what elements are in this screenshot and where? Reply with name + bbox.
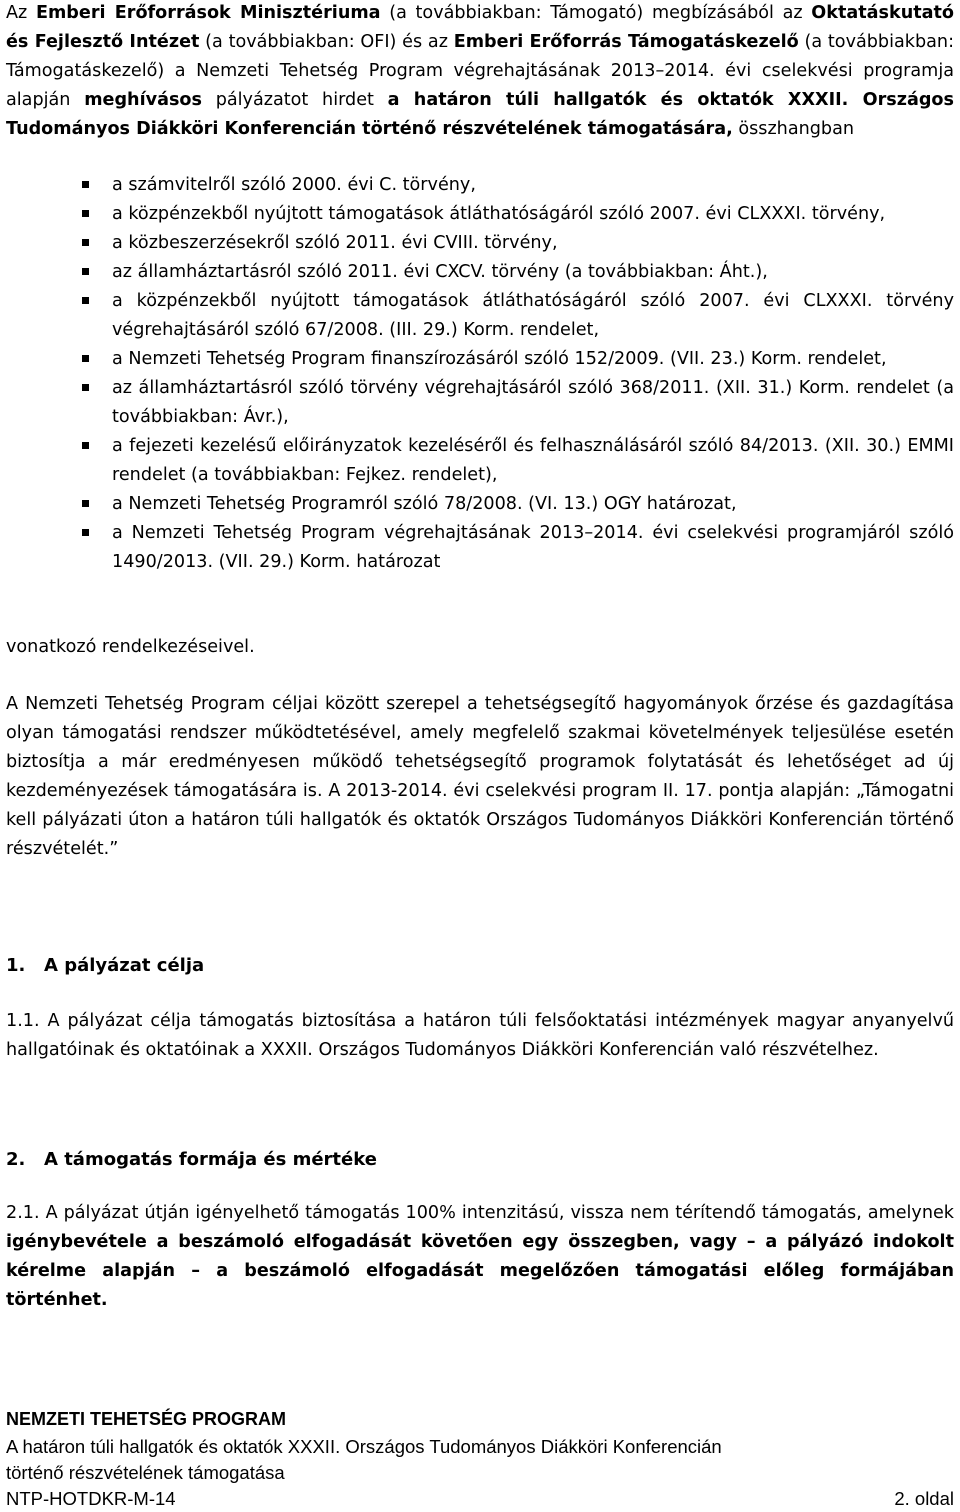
- program-goals-paragraph: A Nemzeti Tehetség Program céljai között szerepel a tehetségsegítő hagyományok őrzése és gazdagítása olyan támogatási rendszer működtetésével, amely megfelelő szakmai követelmények teljesülése esetén biztosítja a már eredményesen működő tehetségsegítő programok folytatását és lehetőséget ad új kezdeményezések támogatására is. A 2013-2014. évi cselekvési program II. 17. pontja alapján: „Támogatni kell pályázati úton a határon túli hallgatók és oktatók Országos Tudományos Diákköri Konferencián történő részvételét.”: [6, 694, 954, 859]
- footer-title: NEMZETI TEHETSÉG PROGRAM: [6, 1409, 287, 1429]
- paragraph-bold-text: igénybevétele a beszámoló elfogadását követően egy összegben, vagy – a pályázó indokolt kérelme alapján – a beszámoló elfogadását megelőzően támogatási előleg formájában történhet.: [6, 1232, 954, 1310]
- support-manager-name: Emberi Erőforrás Támogatáskezelő: [453, 32, 799, 52]
- section-number: 1.: [6, 955, 26, 976]
- call-subject: a határon túli hallgatók és oktatók XXXII. Országos Tudományos Diákköri Konferencián történő részvételének támogatására,: [6, 90, 954, 139]
- legal-basis-list: [6, 171, 954, 577]
- intro-text: (a továbbiakban: Támogatáskezelő) a Nemzeti Tehetség Program végrehajtásának 2013–2014. évi cselekvési programja alapján: [6, 32, 954, 110]
- list-item: a közpénzekből nyújtott támogatások átláthatóságáról szóló 2007. évi CLXXXI. törvény végrehajtásáról szóló 67/2008. (III. 29.) Korm. rendelet,: [112, 287, 954, 345]
- list-item: a fejezeti kezelésű előirányzatok kezeléséről és felhasználásáról szóló 84/2013. (XII. 30.) EMMI rendelet (a továbbiakban: Fejkez. rendelet),: [112, 432, 954, 490]
- footer-bottom-row: [6, 1486, 954, 1512]
- page-number: 2. oldal: [894, 1488, 954, 1509]
- list-item: a Nemzeti Tehetség Program finanszírozásáról szóló 152/2009. (VII. 23.) Korm. rendelet,: [112, 345, 954, 374]
- invitation-type: meghívásos: [84, 90, 202, 110]
- footer-line: történő részvételének támogatása: [6, 1462, 285, 1483]
- closing-line: vonatkozó rendelkezéseivel.: [6, 637, 255, 657]
- footer-line: A határon túli hallgatók és oktatók XXXII. Országos Tudományos Diákköri Konferencián: [6, 1436, 722, 1457]
- section-title: A támogatás formája és mértéke: [44, 1149, 377, 1170]
- section-title: A pályázat célja: [44, 955, 205, 976]
- list-item: a Nemzeti Tehetség Program végrehajtásának 2013–2014. évi cselekvési programjáról szóló 1490/2013. (VII. 29.) Korm. határozat: [112, 519, 954, 577]
- intro-text: Az: [6, 3, 36, 23]
- paragraph-number: 1.1.: [6, 1011, 40, 1031]
- intro-text: összhangban: [732, 119, 855, 139]
- intro-text: (a továbbiakban: Támogató) megbízásából az: [380, 3, 812, 23]
- paragraph-text: A pályázat útján igényelhető támogatás 100% intenzitású, vissza nem térítendő támogatás, amelynek: [45, 1203, 954, 1223]
- section-2-1-paragraph: [6, 1199, 954, 1315]
- list-item: a számvitelről szóló 2000. évi C. törvény,: [112, 171, 954, 200]
- intro-paragraph: [6, 0, 954, 144]
- list-item: a közbeszerzésekről szóló 2011. évi CVIII. törvény,: [112, 229, 954, 258]
- section-number: 2.: [6, 1149, 26, 1170]
- paragraph-number: 2.1.: [6, 1203, 40, 1223]
- intro-text: pályázatot hirdet: [201, 90, 388, 110]
- list-item: a Nemzeti Tehetség Programról szóló 78/2008. (VI. 13.) OGY határozat,: [112, 490, 954, 519]
- page-footer: [6, 1405, 954, 1512]
- section-1-1-paragraph: [6, 1007, 954, 1065]
- intro-text: (a továbbiakban: OFI) és az: [199, 32, 454, 52]
- list-item: az államháztartásról szóló törvény végrehajtásáról szóló 368/2011. (XII. 31.) Korm. rendelet (a továbbiakban: Ávr.),: [112, 374, 954, 432]
- section-heading-2: [6, 1145, 377, 1174]
- list-item: a közpénzekből nyújtott támogatások átláthatóságáról szóló 2007. évi CLXXXI. törvény,: [112, 200, 954, 229]
- ministry-name: Emberi Erőforrások Minisztériuma: [35, 3, 381, 23]
- institute-name: Oktatáskutató és Fejlesztő Intézet: [6, 3, 954, 52]
- list-item: az államháztartásról szóló 2011. évi CXCV. törvény (a továbbiakban: Áht.),: [112, 258, 954, 287]
- section-heading-1: [6, 951, 204, 980]
- document-code: NTP-HOTDKR-M-14: [6, 1488, 176, 1509]
- paragraph-text: A pályázat célja támogatás biztosítása a határon túli felsőoktatási intézmények magyar anyanyelvű hallgatóinak és oktatóinak a XXXII. Országos Tudományos Diákköri Konferencián való részvételhez.: [6, 1011, 955, 1060]
